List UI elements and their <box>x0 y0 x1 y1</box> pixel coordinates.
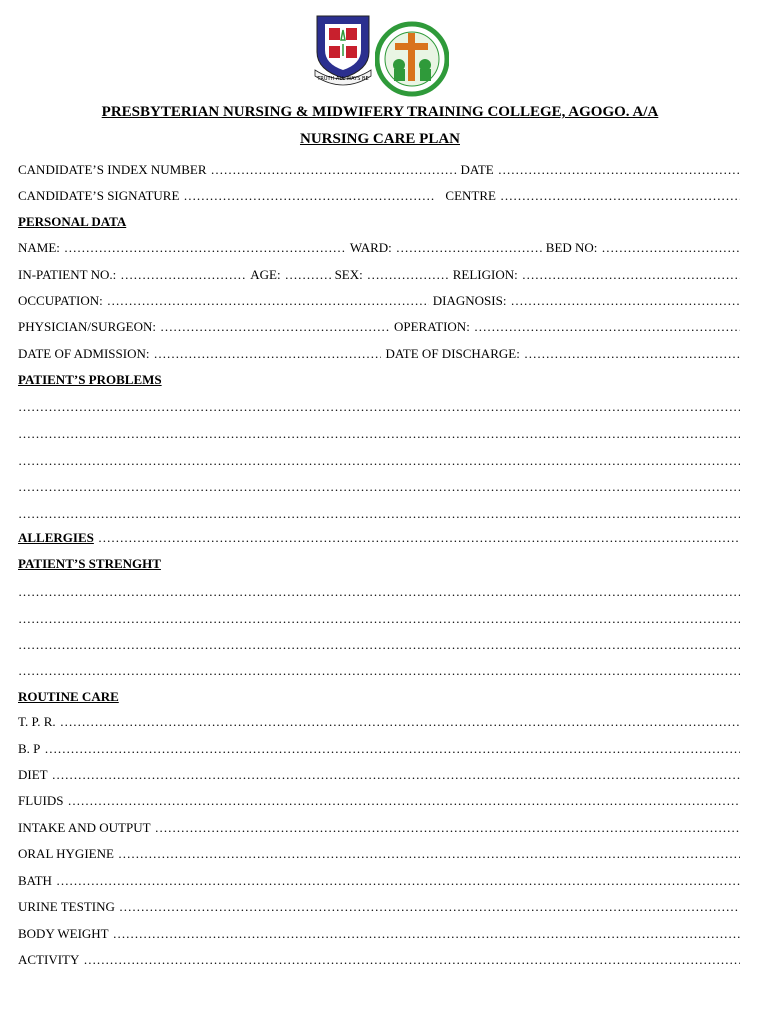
occupation-field[interactable] <box>107 291 429 311</box>
strength-line[interactable] <box>18 582 740 602</box>
bed-field[interactable] <box>601 238 740 258</box>
admission-label: DATE OF ADMISSION: <box>18 346 150 361</box>
candidate-index-field[interactable] <box>211 160 457 180</box>
routine-item-field[interactable] <box>118 844 740 864</box>
discharge-label: DATE OF DISCHARGE: <box>385 346 520 361</box>
age-label: AGE: <box>250 267 281 282</box>
routine-item-label: B. P <box>18 741 41 756</box>
routine-item-bp <box>18 739 740 759</box>
allergies-heading: ALLERGIES <box>18 530 94 545</box>
date-field[interactable] <box>498 160 740 180</box>
inpatient-field[interactable] <box>120 265 246 285</box>
routine-item-label: INTAKE AND OUTPUT <box>18 820 151 835</box>
nursing-college-seal-logo <box>375 21 449 97</box>
admission-row <box>18 344 740 364</box>
header-logos <box>0 14 768 94</box>
allergies-row <box>18 528 740 548</box>
inpatient-label: IN-PATIENT NO.: <box>18 267 117 282</box>
routine-item-field[interactable] <box>113 924 740 944</box>
routine-item-field[interactable] <box>44 739 740 759</box>
routine-item-field[interactable] <box>52 765 740 785</box>
strength-line[interactable] <box>18 661 740 681</box>
physician-row <box>18 317 740 337</box>
routine-item-diet <box>18 765 740 785</box>
routine-item-field[interactable] <box>155 818 740 838</box>
religion-field[interactable] <box>522 265 740 285</box>
operation-label: OPERATION: <box>393 319 470 334</box>
routine-item-activity <box>18 950 740 970</box>
name-field[interactable] <box>64 238 346 258</box>
routine-item-field[interactable] <box>119 897 740 917</box>
college-title: PRESBYTERIAN NURSING & MIDWIFERY TRAINING COLLEGE, AGOGO. A/A <box>101 104 659 120</box>
routine-item-label: DIET <box>18 767 48 782</box>
routine-item-label: URINE TESTING <box>18 899 115 914</box>
physician-field[interactable] <box>160 317 390 337</box>
strength-line[interactable] <box>18 609 740 629</box>
name-label: NAME: <box>18 240 60 255</box>
routine-item-intake-output <box>18 818 740 838</box>
routine-item-label: T. P. R. <box>18 714 56 729</box>
strength-line[interactable] <box>18 635 740 655</box>
strength-heading: PATIENT’S STRENGHT <box>18 556 161 571</box>
name-row <box>18 238 740 258</box>
ward-label: WARD: <box>349 240 392 255</box>
candidate-index-label: CANDIDATE’S INDEX NUMBER <box>18 162 207 177</box>
age-field[interactable] <box>285 265 331 285</box>
centre-label: CENTRE <box>445 188 496 203</box>
routine-item-label: FLUIDS <box>18 793 64 808</box>
problems-line[interactable] <box>18 424 740 444</box>
college-crest-logo <box>313 14 373 86</box>
candidate-signature-field[interactable] <box>183 186 435 206</box>
centre-field[interactable] <box>500 186 740 206</box>
problems-line[interactable] <box>18 397 740 417</box>
crest-motto: TRUTH ALL WAYS BE <box>317 76 369 82</box>
diagnosis-field[interactable] <box>510 291 740 311</box>
routine-item-tpr <box>18 712 740 732</box>
routine-item-oral-hygiene <box>18 844 740 864</box>
routine-item-field[interactable] <box>68 791 740 811</box>
routine-item-bath <box>18 871 740 891</box>
date-label: DATE <box>460 162 494 177</box>
personal-data-heading: PERSONAL DATA <box>18 214 127 229</box>
problems-heading: PATIENT’S PROBLEMS <box>18 372 162 387</box>
routine-care-heading: ROUTINE CARE <box>18 689 119 704</box>
problems-line[interactable] <box>18 504 740 524</box>
routine-item-field[interactable] <box>60 712 740 732</box>
occupation-label: OCCUPATION: <box>18 293 103 308</box>
allergies-field[interactable] <box>98 528 740 548</box>
problems-line[interactable] <box>18 451 740 471</box>
routine-item-urine-testing <box>18 897 740 917</box>
problems-line[interactable] <box>18 477 740 497</box>
diagnosis-label: DIAGNOSIS: <box>432 293 507 308</box>
routine-item-body-weight <box>18 924 740 944</box>
routine-item-field[interactable] <box>56 871 740 891</box>
discharge-field[interactable] <box>524 344 740 364</box>
sex-field[interactable] <box>367 265 449 285</box>
candidate-index-row <box>18 160 740 180</box>
routine-item-label: ORAL HYGIENE <box>18 846 114 861</box>
ward-field[interactable] <box>396 238 542 258</box>
plan-title: NURSING CARE PLAN <box>299 131 460 147</box>
routine-item-fluids <box>18 791 740 811</box>
sex-label: SEX: <box>334 267 363 282</box>
candidate-signature-label: CANDIDATE’S SIGNATURE <box>18 188 180 203</box>
inpatient-row <box>18 265 740 285</box>
religion-label: RELIGION: <box>452 267 518 282</box>
occupation-row <box>18 291 740 311</box>
routine-item-field[interactable] <box>83 950 740 970</box>
admission-field[interactable] <box>153 344 381 364</box>
routine-item-label: BATH <box>18 873 52 888</box>
operation-field[interactable] <box>474 317 740 337</box>
physician-label: PHYSICIAN/SURGEON: <box>18 319 156 334</box>
routine-item-label: ACTIVITY <box>18 952 80 967</box>
bed-label: BED NO: <box>545 240 598 255</box>
candidate-signature-row <box>18 186 740 206</box>
routine-item-label: BODY WEIGHT <box>18 926 109 941</box>
